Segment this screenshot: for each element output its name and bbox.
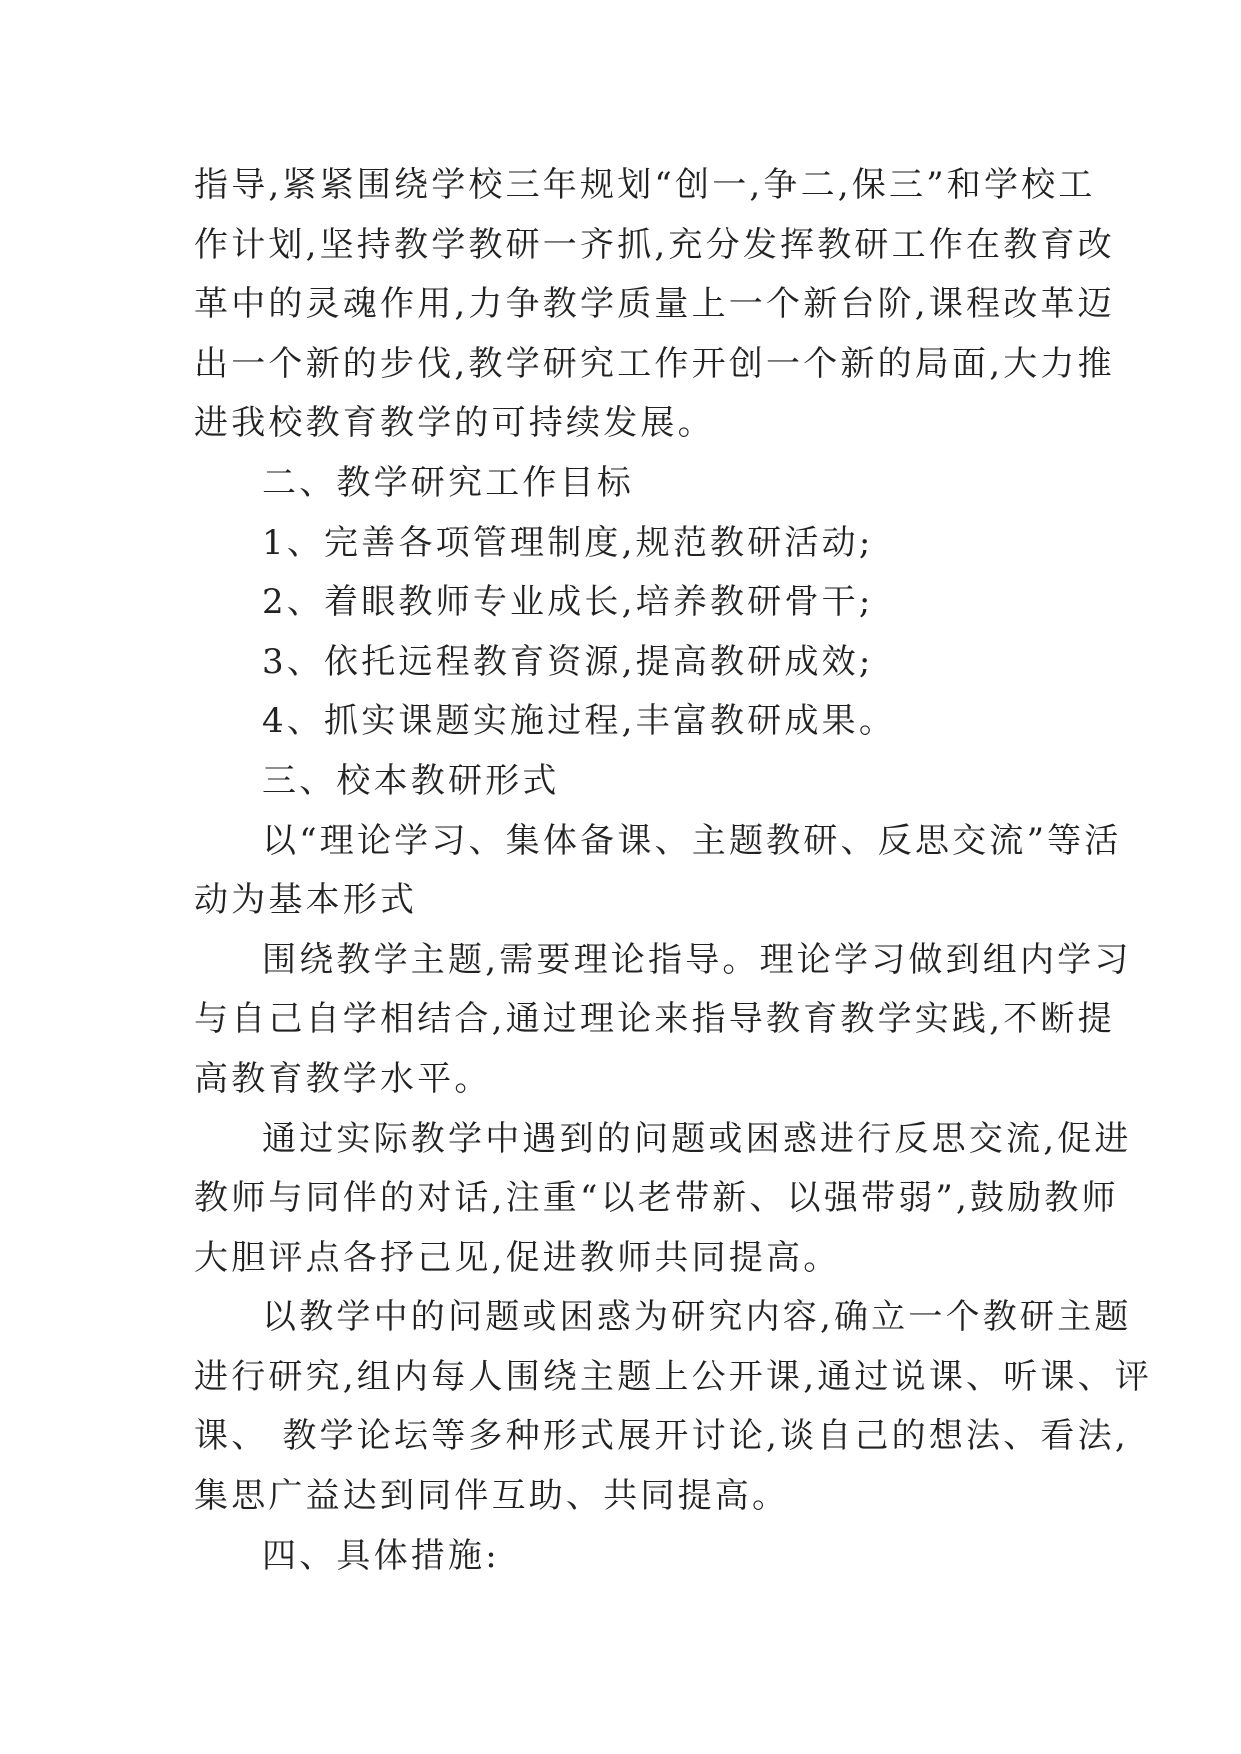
text-line-12: 以“理论学习、集体备课、主题教研、反思交流”等活 [262,820,1122,861]
text-line-23: 集思广益达到同伴互助、共同提高。 [194,1476,790,1517]
section-heading-3: 三、校本教研形式 [262,760,560,801]
section-heading-2: 二、教学研究工作目标 [262,462,634,503]
text-line-18: 教师与同伴的对话,注重“以老带新、以强带弱”,鼓励教师 [194,1178,1119,1219]
text-line-13: 动为基本形式 [194,880,418,921]
text-line-4: 出一个新的步伐,教学研究工作开创一个新的局面,大力推 [194,343,1115,384]
goal-item-2: 2、着眼教师专业成长,培养教研骨干; [262,582,874,623]
text-line-3: 革中的灵魂作用,力争教学质量上一个新台阶,课程改革迈 [194,284,1115,325]
section-heading-4: 四、具体措施: [262,1535,500,1576]
text-line-20: 以教学中的问题或困惑为研究内容,确立一个教研主题 [262,1297,1132,1338]
goal-item-3: 3、依托远程教育资源,提高教研成效; [262,641,874,682]
goal-item-1: 1、完善各项管理制度,规范教研活动; [262,522,874,563]
text-line-14: 围绕教学主题,需要理论指导。理论学习做到组内学习 [262,939,1132,980]
text-line-1: 指导,紧紧围绕学校三年规划“创一,争二,保三”和学校工 [194,165,1096,205]
text-line-21: 进行研究,组内每人围绕主题上公开课,通过说课、听课、评 [194,1356,1153,1397]
text-line-5: 进我校教育教学的可持续发展。 [194,403,715,444]
text-line-15: 与自己自学相结合,通过理论来指导教育教学实践,不断提 [194,999,1115,1040]
text-line-2: 作计划,坚持教学教研一齐抓,充分发挥教研工作在教育改 [194,224,1115,265]
goal-item-4: 4、抓实课题实施过程,丰富教研成果。 [262,701,897,742]
text-line-19: 大胆评点各抒己见,促进教师共同提高。 [194,1237,841,1278]
text-line-17: 通过实际教学中遇到的问题或困惑进行反思交流,促进 [262,1118,1132,1159]
text-line-16: 高教育教学水平。 [194,1058,492,1099]
text-line-22: 课、 教学论坛等多种形式展开讨论,谈自己的想法、看法, [194,1416,1129,1457]
document-body [194,156,1153,1586]
